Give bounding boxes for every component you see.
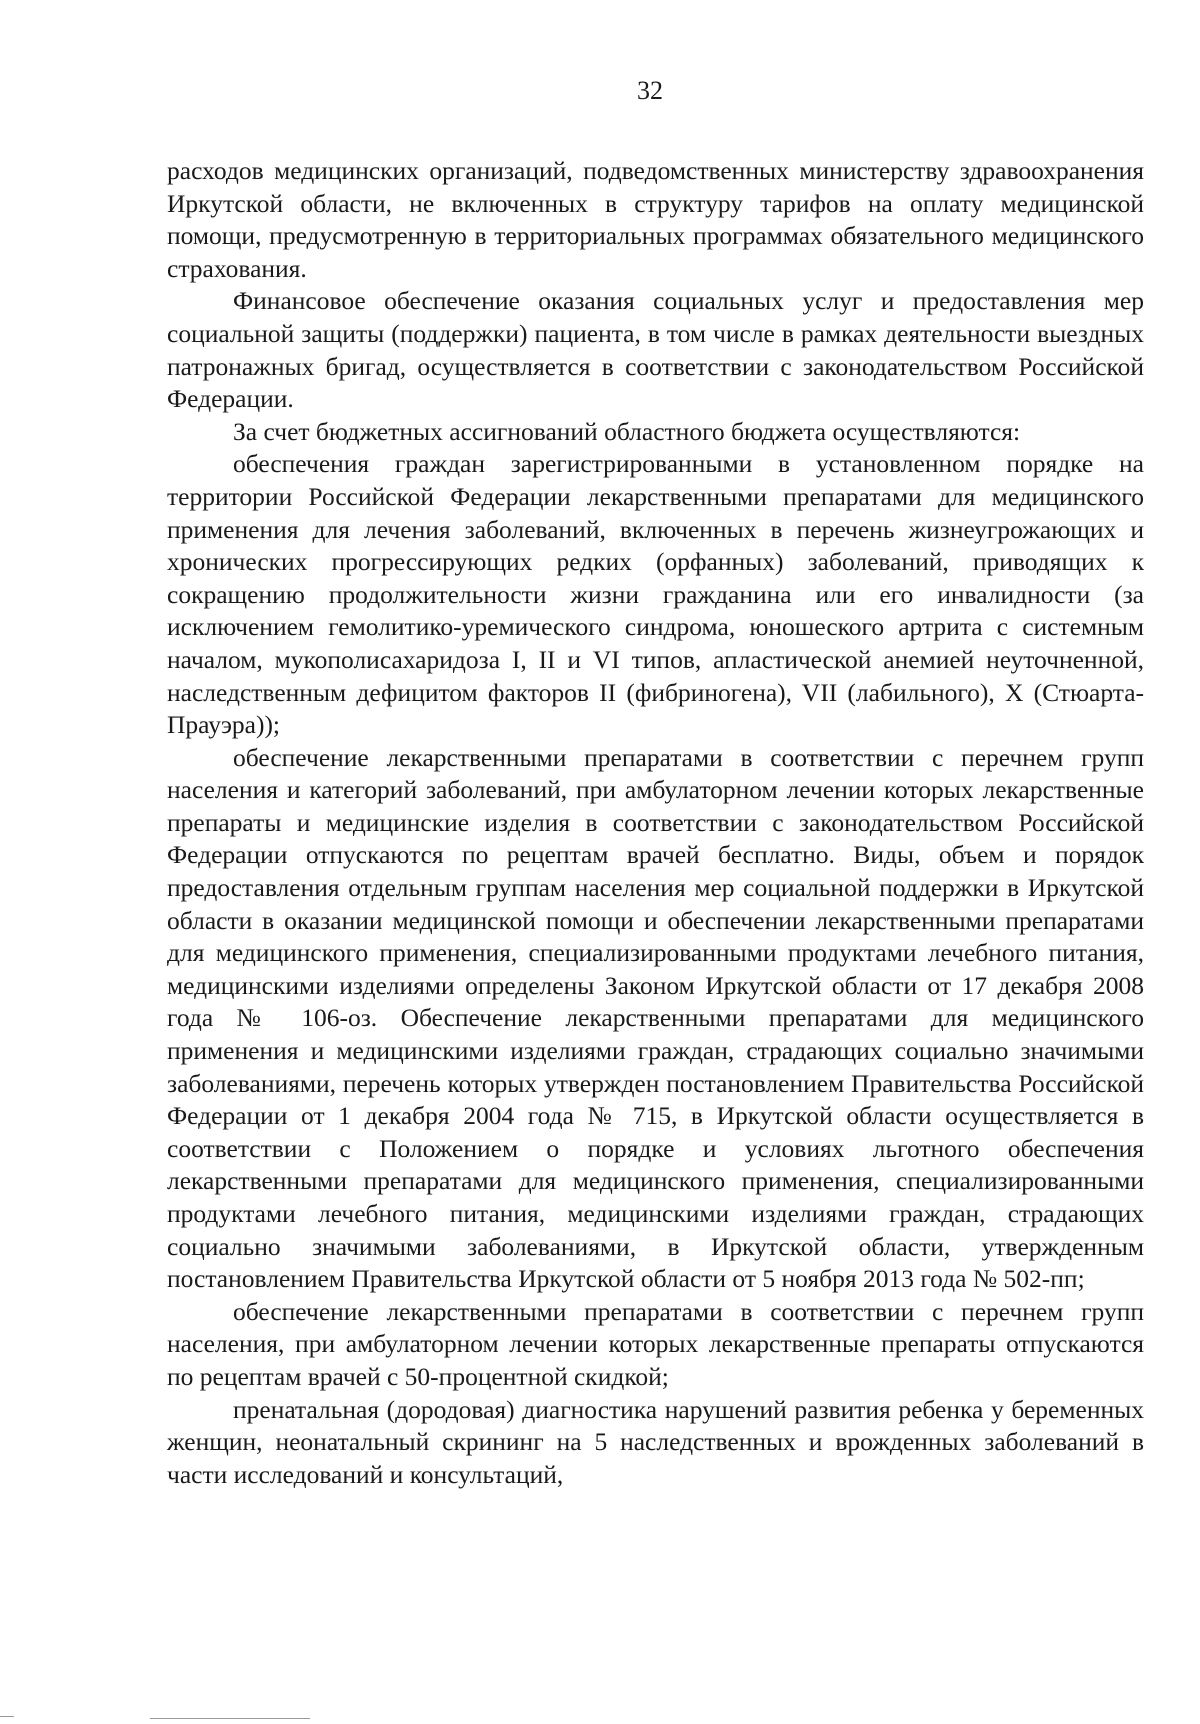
paragraph: обеспечение лекарственными препаратами в соответствии с перечнем групп населения и категорий заболеваний, при амбулаторном лечении которых лекарственные препараты и медицинские изделия в соответствии с законодательством Российской Федерации отпускаются по рецептам врачей бесплатно. Виды, объем и порядок предоставления отдельным группам населения мер социальной поддержки в Иркутской области в оказании медицинской помощи и обеспечении лекарственными препаратами для медицинского применения, специализированными продуктами лечебного питания, медицинскими изделиями определены Законом Иркутской области от 17 декабря 2008 года № 106-оз. Обеспечение лекарственными препаратами для медицинского применения и медицинскими изделиями граждан, страдающих социально значимыми заболеваниями, перечень которых утвержден постановлением Правительства Российской Федерации от 1 декабря 2004 года № 715, в Иркутской области осуществляется в соответствии с Положением о порядке и условиях льготного обеспечения лекарственными препаратами для медицинского применения, специализированными продуктами лечебного питания, медицинскими изделиями граждан, страдающих социально значимыми заболеваниями, в Иркутской области, утвержденным постановлением Правительства Иркутской области от 5 ноября 2013 года № 502-пп; [167, 742, 1144, 1294]
paragraph: пренатальная (дородовая) диагностика нарушений развития ребенка у беременных женщин, неонатальный скрининг на 5 наследственных и врожденных заболеваний в части исследований и консультаций, [167, 1394, 1144, 1489]
paragraph: Финансовое обеспечение оказания социальных услуг и предоставления мер социальной защиты (поддержки) пациента, в том числе в рамках деятельности выездных патронажных бригад, осуществляется в соответствии с законодательством Российской Федерации. [167, 286, 1144, 414]
scan-artifact [150, 1718, 310, 1719]
page-number: 32 [637, 76, 663, 105]
paragraph: расходов медицинских организаций, подведомственных министерству здравоохранения Иркутской области, не включенных в структуру тарифов на оплату медицинской помощи, предусмотренную в территориальных программах обязательного медицинского страхования. [167, 156, 1144, 283]
paragraph: За счет бюджетных ассигнований областного бюджета осуществляются: [233, 416, 1021, 446]
paragraph: обеспечение лекарственными препаратами в соответствии с перечнем групп населения, при амбулаторном лечении которых лекарственные препараты отпускаются по рецептам врачей с 50-процентной скидкой; [167, 1296, 1144, 1391]
paragraph: обеспечения граждан зарегистрированными в установленном порядке на территории Российской Федерации лекарственными препаратами для медицинского применения для лечения заболеваний, включенных в перечень жизнеугрожающих и хронических прогрессирующих редких (орфанных) заболеваний, приводящих к сокращению продолжительности жизни гражданина или его инвалидности (за исключением гемолитико-уремического синдрома, юношеского артрита с системным началом, мукополисахаридоза I, II и VI типов, апластической анемией неуточненной, наследственным дефицитом факторов II (фибриногена), VII (лабильного), X (Стюарта-Прауэра)); [167, 449, 1144, 740]
document-body [167, 155, 1144, 1491]
scan-artifact [0, 1716, 14, 1717]
